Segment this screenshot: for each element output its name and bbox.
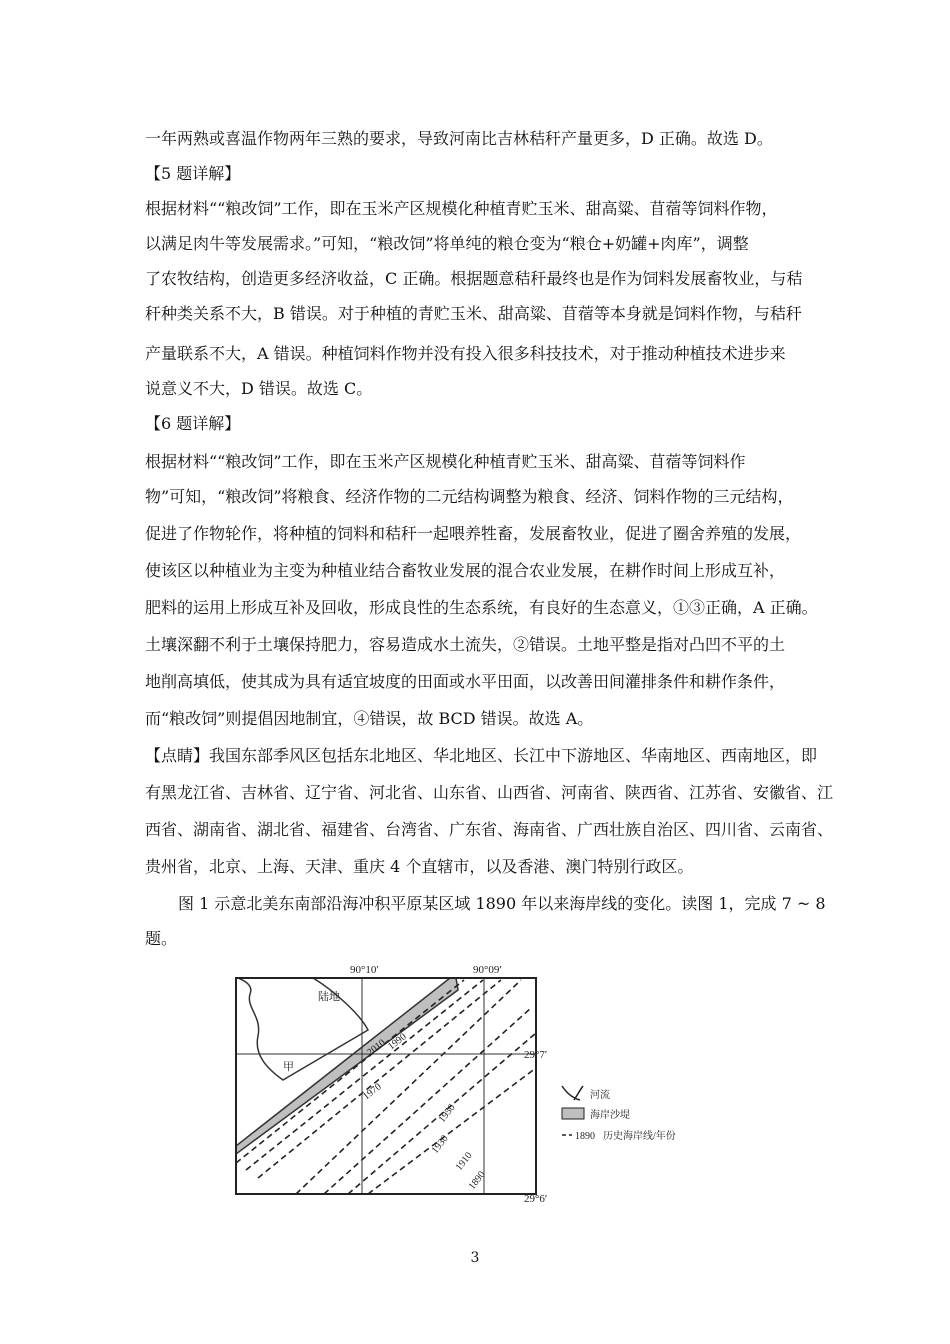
legend-sample-year: 1890 xyxy=(575,1131,595,1142)
map-frame xyxy=(236,978,536,1194)
legend-river-label: 河流 xyxy=(590,1090,610,1101)
text-line: 有黑龙江省、吉林省、辽宁省、河北省、山东省、山西省、河南省、陕西省、江苏省、安徽省、江 xyxy=(145,783,834,802)
historic-shorelines xyxy=(236,980,536,1194)
text-line: 物”可知，“粮改饲”将粮食、经济作物的二元结构调整为粮食、经济、饲料作物的三元结构， xyxy=(145,487,794,506)
area-jia-label: 甲 xyxy=(283,1061,294,1073)
year-label-1950: 1950 xyxy=(436,1102,458,1125)
text-line: 土壤深翻不利于土壤保持肥力，容易造成水土流失，②错误。土地平整是指对凸凹不平的土 xyxy=(145,635,786,654)
legend xyxy=(562,1086,676,1142)
key-point-line: 【点睛】我国东部季风区包括东北地区、华北地区、长江中下游地区、华南地区、西南地区，即 xyxy=(145,746,818,765)
text-line: 促进了作物轮作，将种植的饲料和秸秆一起喂养牲畜，发展畜牧业，促进了圈舍养殖的发展， xyxy=(145,524,802,543)
text-line: 肥料的运用上形成互补及回收，形成良性的生态系统，有良好的生态意义，①③正确，A 正确。 xyxy=(145,598,818,617)
text-line: 一年两熟或喜温作物两年三熟的要求，导致河南比吉林秸秆产量更多，D 正确。故选 D。 xyxy=(145,129,773,148)
text-line: 秆种类关系不大，B 错误。对于种植的青贮玉米、甜高粱、苜蓿等本身就是饲料作物，与秸秆 xyxy=(145,304,802,323)
lat-label-south: 29°6′ xyxy=(524,1193,548,1205)
legend-sand-dike-label: 海岸沙堤 xyxy=(590,1110,630,1121)
year-label-1910: 1910 xyxy=(453,1150,475,1173)
year-label-1890: 1890 xyxy=(466,1169,488,1192)
shoreline-1930 xyxy=(324,1008,531,1194)
coastline-map-figure xyxy=(228,958,708,1208)
section-heading-q6: 【6 题详解】 xyxy=(145,414,241,433)
river-icon xyxy=(562,1086,583,1100)
page-number: 3 xyxy=(470,1250,480,1266)
text-line: 根据材料““粮改饲”工作，即在玉米产区规模化种植青贮玉米、甜高粱、苜蓿等饲料作 xyxy=(145,452,746,471)
text-line: 贵州省，北京、上海、天津、重庆 4 个直辖市，以及香港、澳门特别行政区。 xyxy=(145,857,694,876)
text-line: 根据材料““粮改饲”工作，即在玉米产区规模化种植青贮玉米、甜高粱、苜蓿等饲料作物， xyxy=(145,199,778,218)
text-line: 西省、湖南省、湖北省、福建省、台湾省、广东省、海南省、广西壮族自治区、四川省、云南省、 xyxy=(145,820,834,839)
question-intro: 图 1 示意北美东南部沿海冲积平原某区域 1890 年以来海岸线的变化。读图 1，完成 7 ~ 8 xyxy=(178,894,826,913)
text-line: 地削高填低，使其成为具有适宜坡度的田面或水平田面，以改善田间灌排条件和耕作条件， xyxy=(145,672,786,691)
land-label: 陆地 xyxy=(318,991,340,1003)
sand-dike-icon xyxy=(562,1108,584,1119)
map-body xyxy=(236,978,536,1194)
year-label-1930: 1930 xyxy=(429,1133,451,1156)
text-line: 使该区以种植业为主变为种植业结合畜牧业发展的混合农业发展，在耕作时间上形成互补， xyxy=(145,561,786,580)
year-label-2010: 2010 xyxy=(365,1037,388,1059)
text-line: 以满足肉牛等发展需求。”可知，“粮改饲”将单纯的粮仓变为“粮仓+奶罐+肉库”，调整 xyxy=(145,234,749,253)
text-line: 产量联系不大，A 错误。种植饲料作物并没有投入很多科技技术，对于推动种植技术进步来 xyxy=(145,344,786,363)
lon-label-east: 90°09′ xyxy=(473,964,502,976)
section-heading-q5: 【5 题详解】 xyxy=(145,164,241,183)
year-label-1970: 1970 xyxy=(361,1081,384,1103)
text-line: 了农牧结构，创造更多经济收益，C 正确。根据题意秸秆最终也是作为饲料发展畜牧业，与秸 xyxy=(145,269,803,288)
lon-label-west: 90°10′ xyxy=(350,964,379,976)
shoreline-year-labels xyxy=(361,1031,488,1191)
lat-label-north: 29°7′ xyxy=(524,1049,548,1061)
shoreline-1970 xyxy=(258,980,501,1178)
text-line: 说意义不大，D 错误。故选 C。 xyxy=(145,379,373,398)
text-line: 而“粮改饲”则提倡因地制宜，④错误，故 BCD 错误。故选 A。 xyxy=(145,709,594,728)
year-label-1990: 1990 xyxy=(386,1031,409,1053)
question-intro: 题。 xyxy=(145,929,178,948)
legend-historic-line-label: 历史海岸线/年份 xyxy=(603,1131,676,1142)
